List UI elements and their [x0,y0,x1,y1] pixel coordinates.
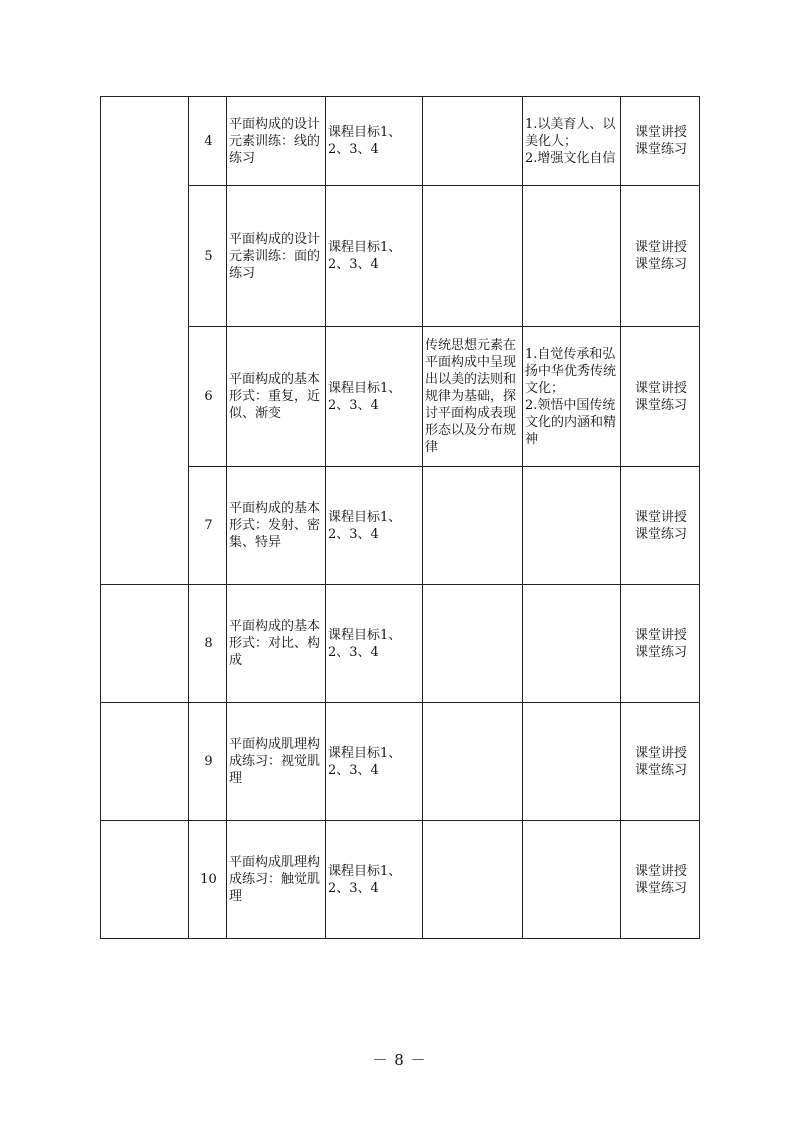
table-row [101,585,700,703]
ideological-element [423,467,523,585]
table-row [101,467,700,585]
education-aim: 1.自觉传承和弘扬中华优秀传统文化； 2.领悟中国传统文化的内涵和精神 [523,327,621,467]
syllabus-table [100,96,700,939]
lesson-topic: 平面构成肌理构成练习：触觉肌理 [227,821,326,939]
table-row [101,186,700,327]
lesson-topic: 平面构成的基本形式：重复，近似、渐变 [227,327,326,467]
education-aim [523,585,621,703]
teaching-method: 课堂讲授 课堂练习 [621,703,700,821]
table-row [101,97,700,186]
teaching-method: 课堂讲授 课堂练习 [621,327,700,467]
table-row [101,821,700,939]
table-row [101,327,700,467]
lesson-topic: 平面构成的基本形式：发射、密集、特异 [227,467,326,585]
lesson-number: 5 [189,186,227,327]
ideological-element [423,97,523,186]
education-aim [523,186,621,327]
teaching-method: 课堂讲授 课堂练习 [621,97,700,186]
teaching-method: 课堂讲授 课堂练习 [621,585,700,703]
lesson-goal: 课程目标1、2、3、4 [326,703,423,821]
education-aim [523,703,621,821]
lesson-goal: 课程目标1、2、3、4 [326,467,423,585]
lesson-topic: 平面构成的基本形式：对比、构成 [227,585,326,703]
lesson-number: 4 [189,97,227,186]
education-aim: 1.以美育人、以美化人； 2.增强文化自信 [523,97,621,186]
unit-cell [101,821,189,939]
unit-cell [101,97,189,585]
teaching-method: 课堂讲授 课堂练习 [621,186,700,327]
ideological-element: 传统思想元素在平面构成中呈现出以美的法则和规律为基础，探讨平面构成表现形态以及分布规律 [423,327,523,467]
lesson-number: 7 [189,467,227,585]
lesson-goal: 课程目标1、2、3、4 [326,97,423,186]
lesson-topic: 平面构成的设计元素训练：面的练习 [227,186,326,327]
lesson-topic: 平面构成肌理构成练习：视觉肌理 [227,703,326,821]
table-row [101,703,700,821]
lesson-goal: 课程目标1、2、3、4 [326,186,423,327]
education-aim [523,467,621,585]
lesson-number: 10 [189,821,227,939]
page-number: － 8 － [372,1051,427,1069]
ideological-element [423,821,523,939]
lesson-number: 8 [189,585,227,703]
lesson-goal: 课程目标1、2、3、4 [326,585,423,703]
lesson-number: 6 [189,327,227,467]
teaching-method: 课堂讲授 课堂练习 [621,467,700,585]
education-aim [523,821,621,939]
ideological-element [423,703,523,821]
teaching-method: 课堂讲授 课堂练习 [621,821,700,939]
lesson-topic: 平面构成的设计元素训练：线的练习 [227,97,326,186]
unit-cell [101,585,189,703]
lesson-goal: 课程目标1、2、3、4 [326,327,423,467]
ideological-element [423,585,523,703]
lesson-number: 9 [189,703,227,821]
unit-cell [101,703,189,821]
lesson-goal: 课程目标1、2、3、4 [326,821,423,939]
ideological-element [423,186,523,327]
